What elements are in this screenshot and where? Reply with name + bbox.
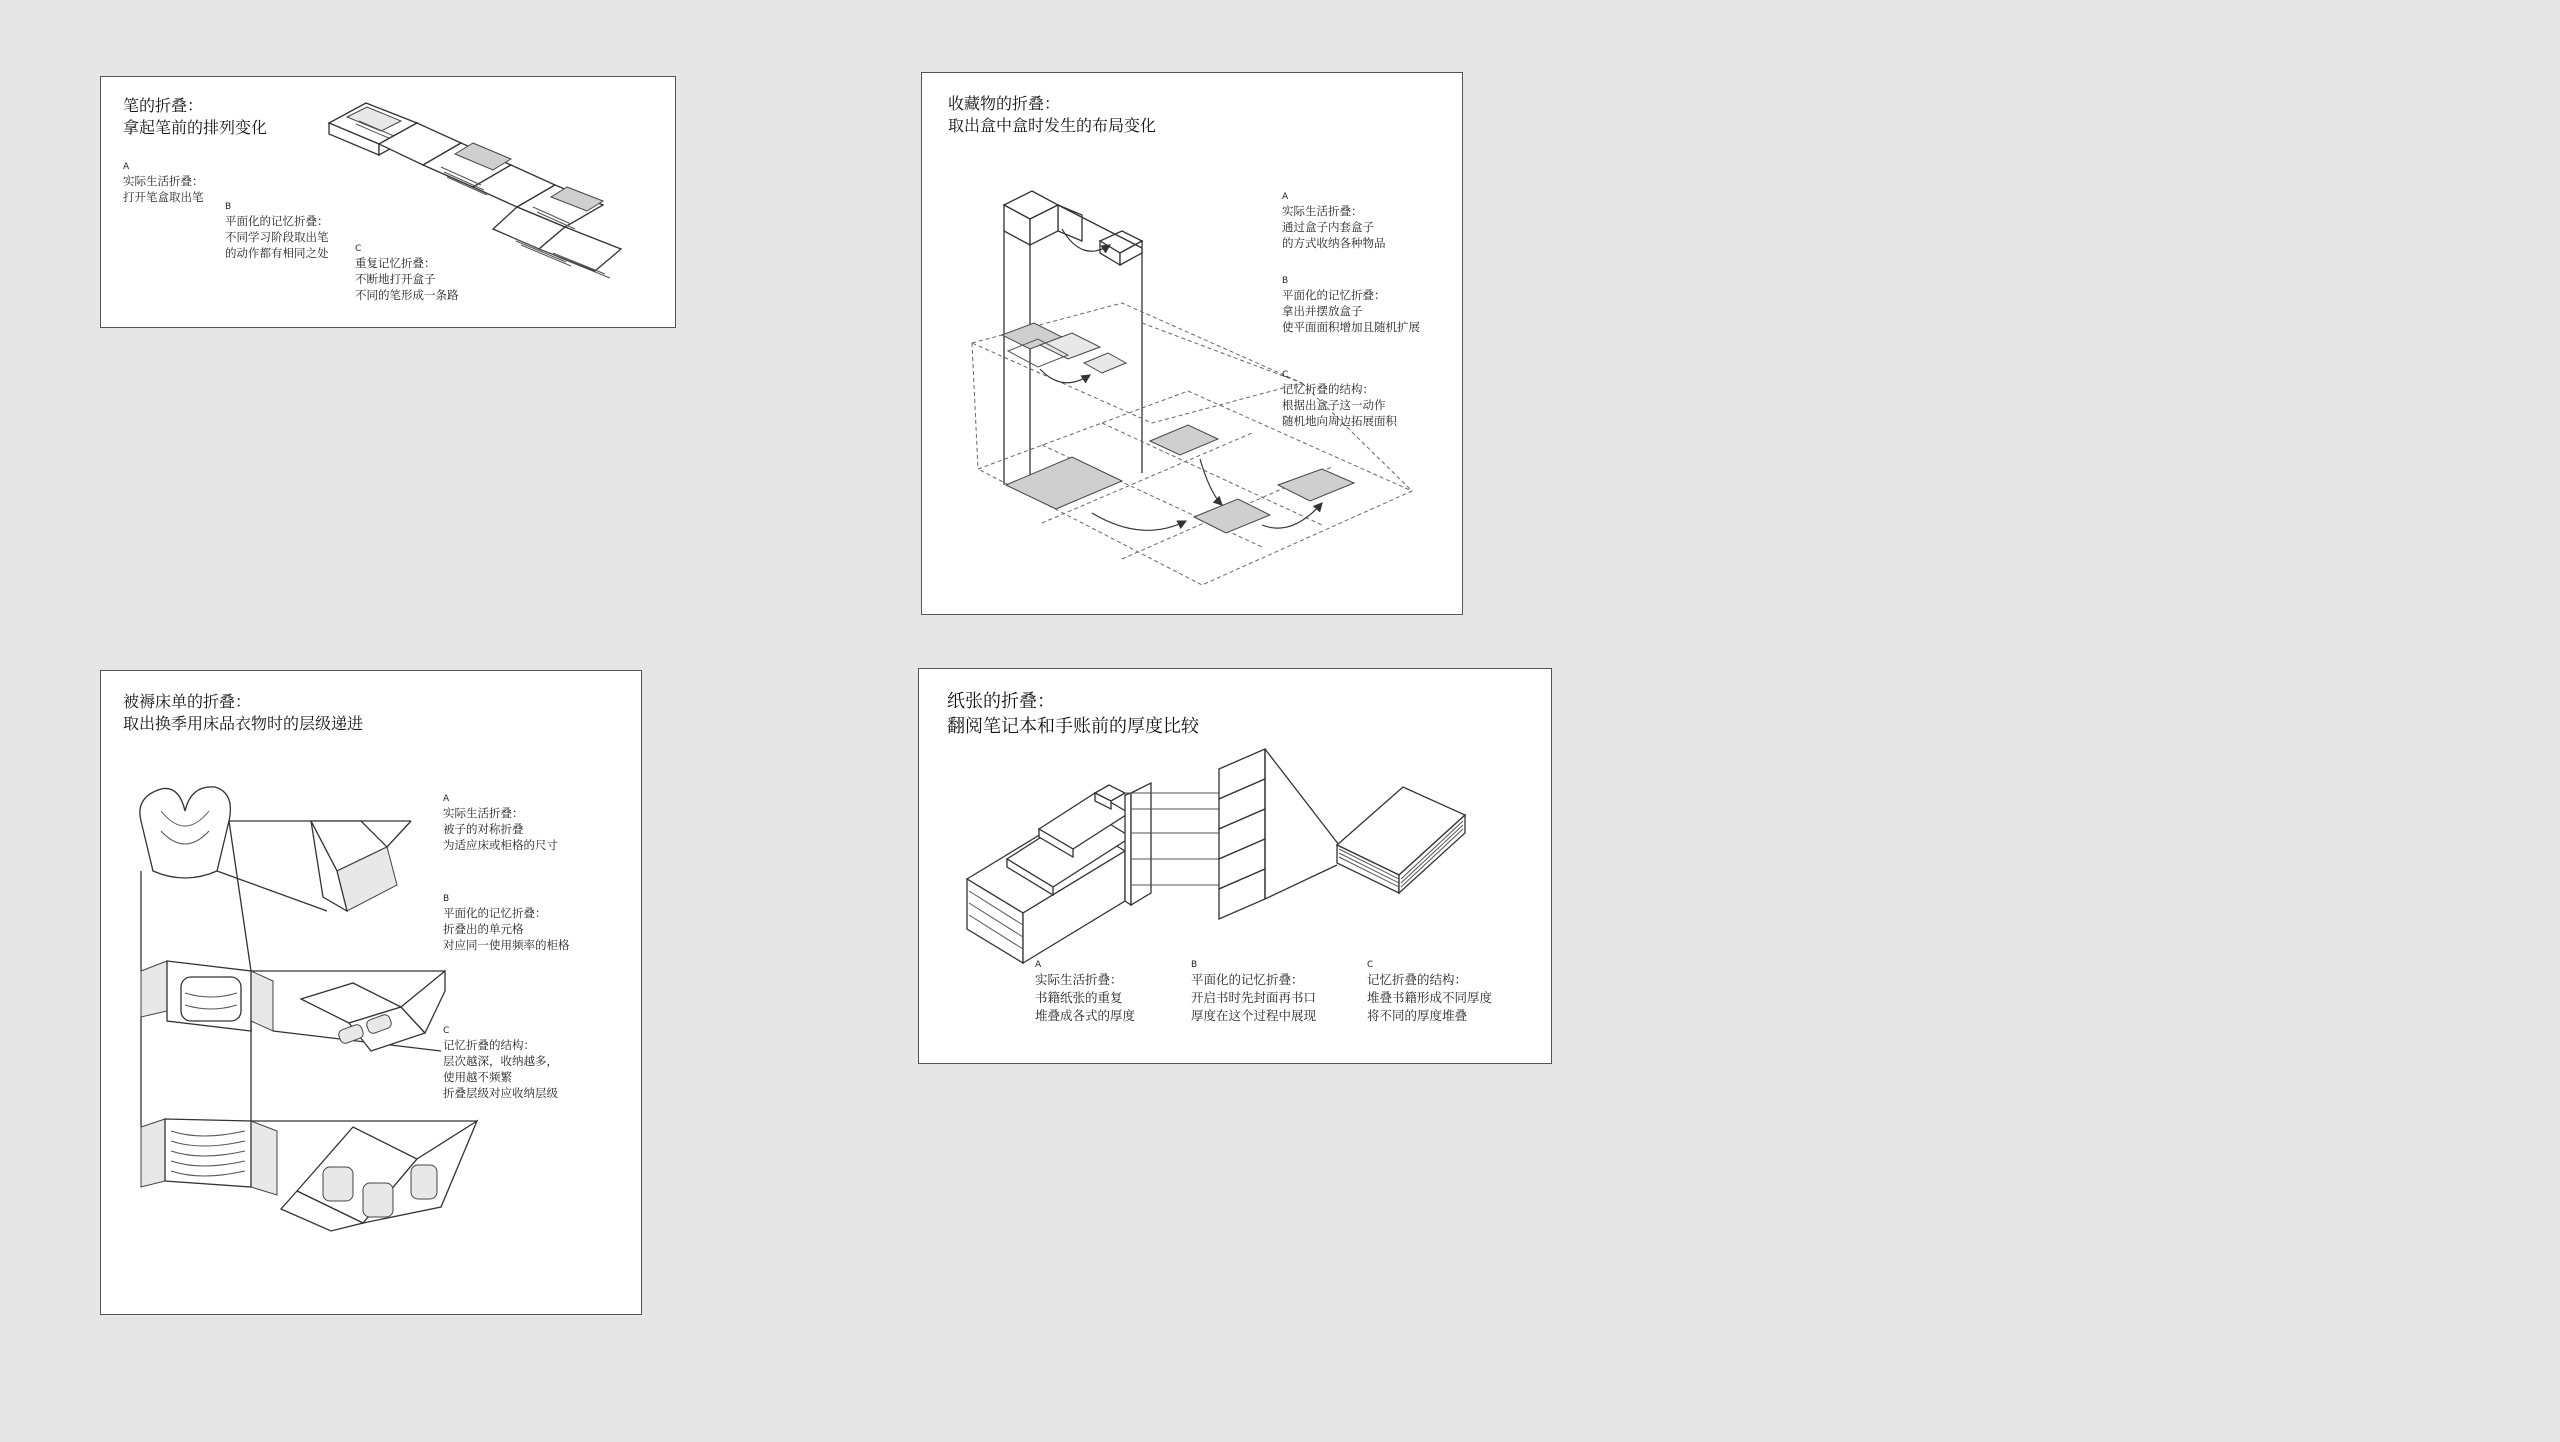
bedding-note-a: A 实际生活折叠： 被子的对称折叠 为适应床或柜格的尺寸 — [443, 794, 558, 852]
paper-title-line2: 翻阅笔记本和手账前的厚度比较 — [947, 716, 1199, 737]
paper-title-line1: 纸张的折叠： — [947, 691, 1055, 712]
thickness-steps-drawing — [1125, 749, 1339, 919]
bedding-title-line1: 被褥床单的折叠： — [123, 692, 252, 711]
memory-fold-strip — [379, 123, 603, 234]
paper-note-a: A 实际生活折叠： 书籍纸张的重复 堆叠成各式的厚度 — [1035, 960, 1136, 1023]
bedding-note-c: C 记忆折叠的结构： 层次越深，收纳越多， 使用越不频繁 折叠层级对应收纳层级 — [443, 1026, 558, 1100]
paper-note-c: C 记忆折叠的结构： 堆叠书籍形成不同厚度 将不同的厚度堆叠 — [1367, 960, 1493, 1023]
pen-title-line1: 笔的折叠： — [123, 96, 204, 115]
collection-note-a: A 实际生活折叠： 通过盒子内套盒子 的方式收纳各种物品 — [1282, 192, 1386, 250]
panel-collection-folding — [921, 72, 1463, 615]
pen-note-c: C 重复记忆折叠： 不断地打开盒子 不同的笔形成一条路 — [355, 244, 459, 302]
collection-note-c: C 记忆折叠的结构： 根据出盒子这一动作 随机地向周边拓展面积 — [1282, 370, 1397, 428]
collection-title-line2: 取出盒中盒时发生的布局变化 — [948, 116, 1157, 135]
paper-note-b: B 平面化的记忆折叠： 开启书时先封面再书口 厚度在这个过程中展现 — [1191, 960, 1317, 1023]
bottom-fold-plane — [978, 323, 1412, 585]
panel-pen-folding — [100, 76, 676, 328]
stacked-books-drawing — [967, 783, 1151, 963]
collection-diagram — [922, 73, 1464, 616]
folded-quilt-drawing — [140, 787, 411, 911]
middle-fold-plane — [972, 303, 1302, 469]
bedding-title-line2: 取出换季用床品衣物时的层级递进 — [123, 714, 364, 733]
bedding-diagram — [101, 671, 643, 1316]
pen-note-b: B 平面化的记忆折叠： 不同学习阶段取出笔 的动作都有相同之处 — [225, 202, 329, 260]
bedding-note-b: B 平面化的记忆折叠： 折叠出的单元格 对应同一使用频率的柜格 — [443, 894, 570, 952]
collection-note-b: B 平面化的记忆折叠： 拿出并摆放盒子 使平面面积增加且随机扩展 — [1282, 276, 1420, 334]
notebook-drawing — [1337, 787, 1465, 893]
pen-note-a: A 实际生活折叠： 打开笔盒取出笔 — [123, 162, 204, 204]
panel-bedding-folding — [100, 670, 642, 1315]
collection-title-line1: 收藏物的折叠： — [948, 94, 1061, 113]
panel-paper-folding — [918, 668, 1552, 1064]
pen-title-line2: 拿起笔前的排列变化 — [123, 118, 268, 137]
